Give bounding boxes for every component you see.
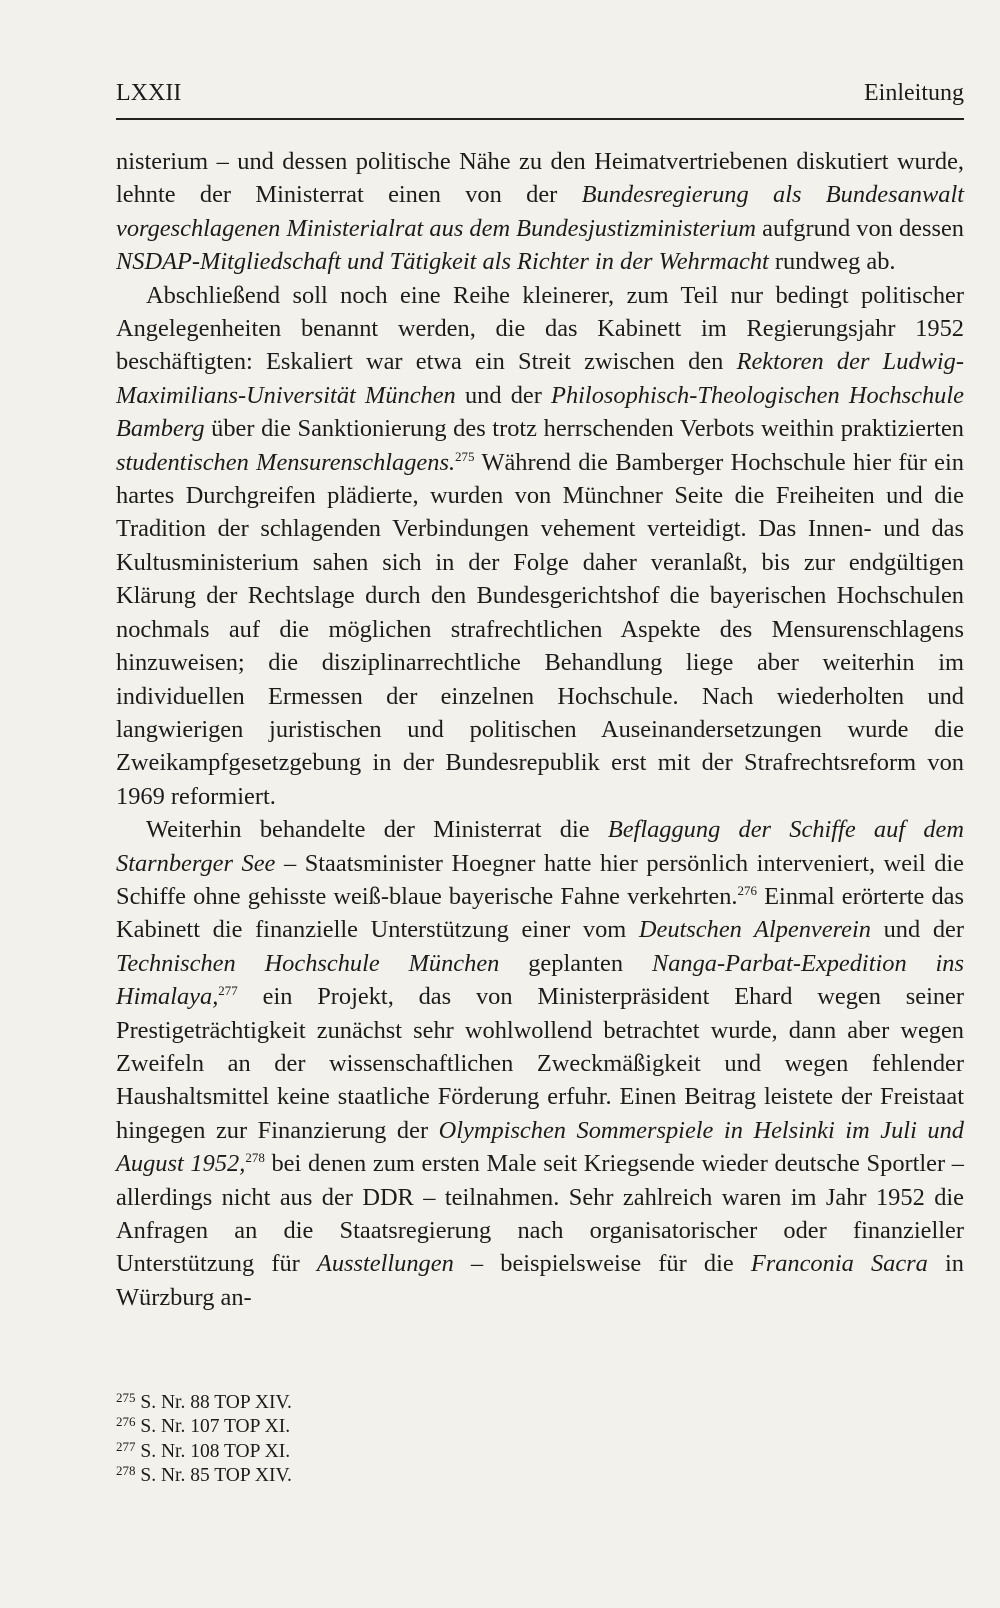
text-run: aufgrund von dessen: [756, 214, 965, 242]
text-run: in Würzburg an-: [116, 1250, 964, 1311]
text-run: – beispielsweise für die: [453, 1250, 751, 1278]
footnote-ref: 278: [245, 1150, 265, 1166]
footnote-number: 277: [116, 1438, 136, 1454]
footnote-ref: 275: [455, 448, 475, 464]
footnote: [116, 1391, 964, 1415]
italic-run: studentischen Mensurenschlagens.: [116, 448, 456, 476]
running-title: Einleitung: [864, 80, 964, 106]
footnote-ref: 277: [218, 983, 238, 999]
text-run: über die Sanktionierung des trotz herrschenden Verbots weithin praktizierten: [204, 415, 964, 443]
text-run: und der: [870, 916, 964, 944]
footnote-text: S. Nr. 88 TOP XIV.: [135, 1392, 292, 1413]
text-run: Abschließend soll noch eine Reihe kleinerer, zum Teil nur bedingt politischer Angelegenheiten benannt werden, die das Kabinett im Regierungsjahr 1952 beschäftigten: Eskaliert war etwa ein Streit zwischen den: [116, 281, 964, 376]
italic-run: Bundesregierung als Bundesanwalt vorgeschlagenen Ministerialrat aus dem Bundesjustizministerium: [116, 181, 964, 242]
italic-run: Ausstellungen: [316, 1250, 454, 1278]
footnote-number: 275: [116, 1390, 136, 1405]
text-run: bei denen zum ersten Male seit Kriegsende wieder deutsche Sportler – allerdings nicht aus der DDR – teilnahmen. Sehr zahlreich waren im Jahr 1952 die Anfragen an die Staatsregierung nach organisatorischer oder finanzieller Unterstützung für: [116, 1150, 965, 1278]
footnote: [116, 1415, 964, 1439]
footnotes: [116, 1391, 964, 1489]
paragraph-2: [116, 279, 964, 814]
paragraph-1: [116, 145, 964, 279]
text-run: Während die Bamberger Hochschule hier für ein hartes Durchgreifen plädierte, wurden von Münchner Seite die Freiheiten und die Tradition der schlagenden Verbindungen vehement verteidigt. Das Innen- und das Kultusministerium sahen sich in der Folge daher veranlaßt, bis zur endgültigen Klärung der Rechtslage durch den Bundesgerichtshof die bayerischen Hochschulen nochmals auf die möglichen strafrechtlichen Aspekte des Mensurenschlagens hinzuweisen; die disziplinarrechtliche Behandlung liege aber weiterhin im individuellen Ermessen der einzelnen Hochschule. Nach wiederholten und langwierigen juristischen und politischen Auseinandersetzungen wurde die Zweikampfgesetzgebung in der Bundesrepublik erst mit der Strafrechtsreform von 1969 reformiert.: [116, 448, 964, 810]
text-run: Einmal erörterte das Kabinett die finanzielle Unterstützung einer vom: [116, 882, 964, 944]
footnote-ref: 276: [737, 882, 757, 898]
footnote: [116, 1440, 964, 1464]
footnote-number: 278: [116, 1463, 136, 1479]
footnote-number: 276: [116, 1414, 136, 1430]
footnote: [116, 1464, 964, 1488]
text-run: – Staatsminister Hoegner hatte hier persönlich interveniert, weil die Schiffe ohne gehisste weiß-blaue bayerische Fahne verkehrten.: [116, 849, 965, 910]
italic-run: Olympischen Sommerspiele in Helsinki im Juli und August 1952,: [116, 1116, 964, 1178]
italic-run: Nanga-Parbat-Expedition ins Himalaya,: [116, 949, 964, 1011]
italic-run: Beflaggung der Schiffe auf dem Starnberger See: [116, 816, 964, 877]
footnote-text: S. Nr. 107 TOP XI.: [135, 1416, 291, 1438]
italic-run: NSDAP-Mitgliedschaft und Tätigkeit als Richter in der Wehrmacht: [116, 248, 769, 276]
text-run: geplanten: [499, 949, 652, 977]
text-run: nisterium – und dessen politische Nähe zu den Heimatvertriebenen diskutiert wurde, lehnte der Ministerrat einen von der: [116, 148, 964, 209]
text-run: und der: [455, 381, 552, 409]
header-rule: [116, 118, 964, 120]
footnote-text: S. Nr. 108 TOP XI.: [135, 1440, 291, 1462]
text-run: rundweg ab.: [768, 248, 896, 276]
italic-run: Deutschen Alpenverein: [638, 916, 871, 944]
text-run: ein Projekt, das von Ministerpräsident Ehard wegen seiner Prestigeträchtigkeit zunächst sehr wohlwollend betrachtet wurde, dann aber wegen Zweifeln an der wissenschaftlichen Zweckmäßigkeit und wegen fehlender Haushaltsmittel keine staatliche Förderung erfuhr. Einen Beitrag leistete der Freistaat hingegen zur Finanzierung der: [116, 983, 964, 1144]
body-text: [116, 145, 964, 1314]
italic-run: Rektoren der Ludwig-Maximilians-Universität München: [116, 348, 964, 409]
italic-run: Franconia Sacra: [750, 1250, 928, 1278]
text-run: Weiterhin behandelte der Ministerrat die: [146, 816, 608, 844]
page-number: LXXII: [116, 80, 182, 106]
italic-run: Technischen Hochschule München: [116, 949, 500, 977]
paragraph-3: [116, 813, 964, 1314]
italic-run: Philosophisch-Theologischen Hochschule Bamberg: [116, 381, 964, 443]
footnote-text: S. Nr. 85 TOP XIV.: [135, 1465, 292, 1487]
page-header: [116, 80, 964, 107]
